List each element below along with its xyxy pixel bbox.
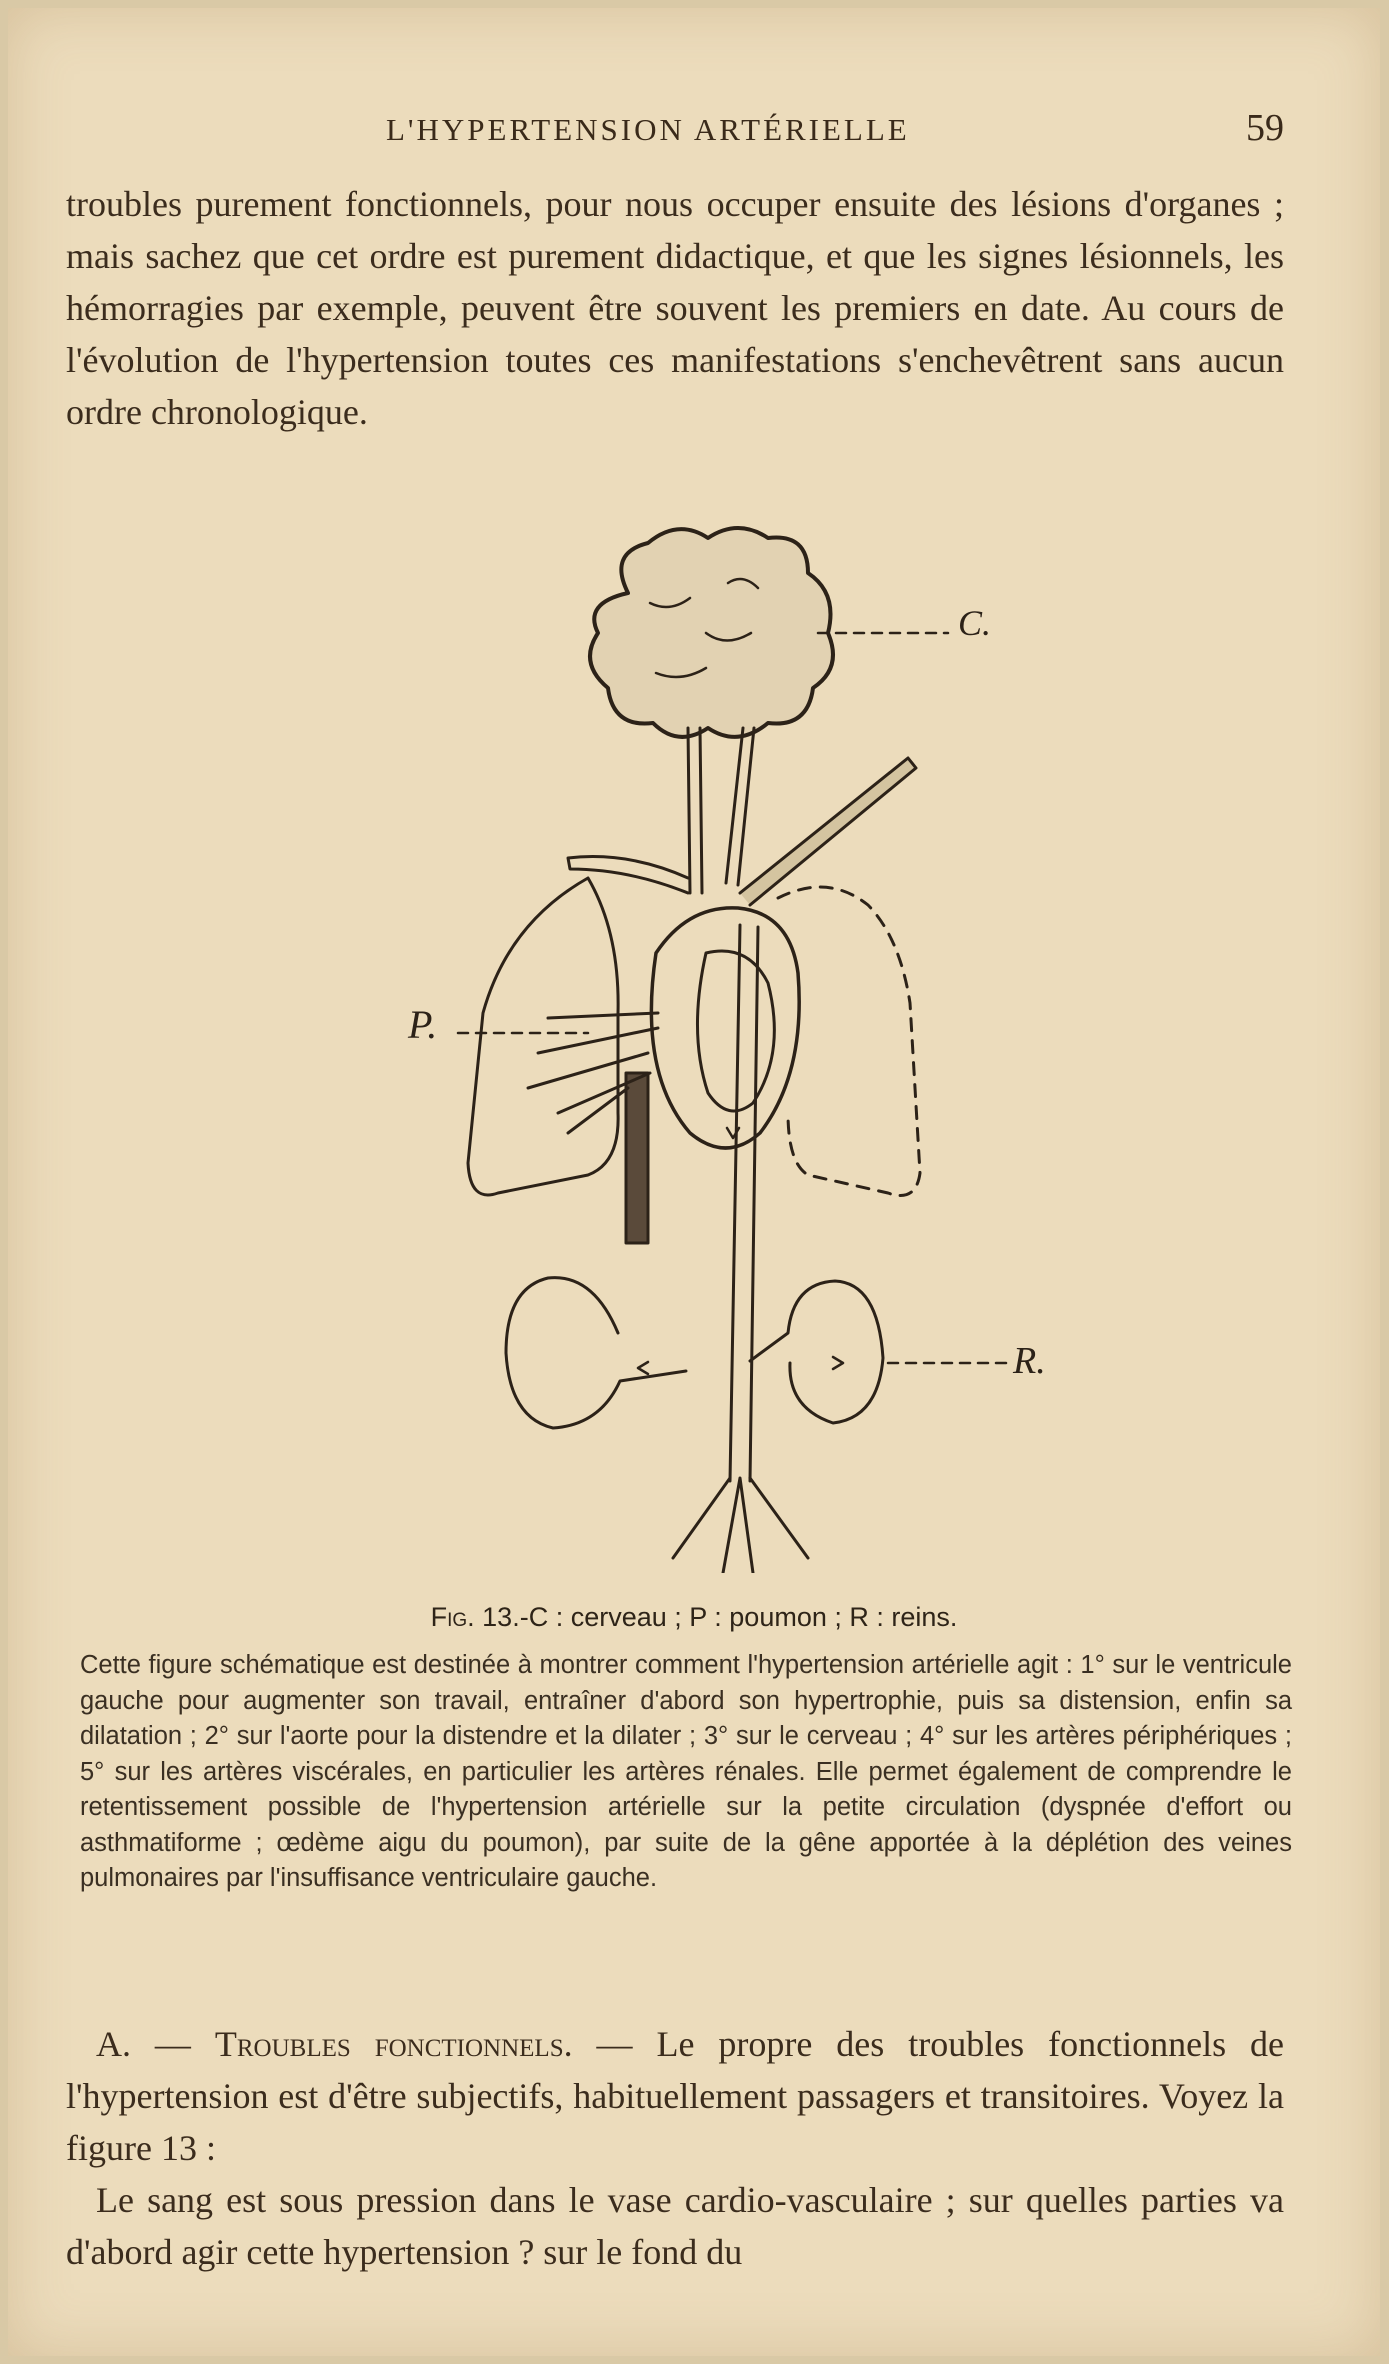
lung-right-dashed bbox=[778, 887, 920, 1195]
brain-shape bbox=[590, 528, 833, 737]
figure-caption-text: -C : cerveau ; P : poumon ; R : reins. bbox=[519, 1602, 958, 1632]
page-number: 59 bbox=[1246, 107, 1284, 149]
figure-13-diagram bbox=[388, 513, 1108, 1573]
iliac-arteries bbox=[673, 1478, 808, 1573]
figure-caption-number: Fig. 13. bbox=[430, 1602, 520, 1632]
label-c: C. bbox=[958, 603, 992, 643]
running-title: L'HYPERTENSION ARTÉRIELLE bbox=[386, 112, 910, 147]
lung-left bbox=[468, 878, 618, 1195]
heart-shape bbox=[651, 908, 799, 1148]
section-a-text: Le propre des troubles fonctionnels de l'hypertension est d'être subjectifs, habituellement passagers et transitoires. Voyez la figure 13 : bbox=[66, 2024, 1284, 2168]
book-page bbox=[8, 8, 1380, 2356]
label-p: P. bbox=[408, 1002, 438, 1047]
kidney-right bbox=[750, 1281, 883, 1423]
section-a-paragraph bbox=[66, 2018, 1284, 2174]
section-a-lead: A. — bbox=[96, 2024, 191, 2064]
section-a-dash: — bbox=[572, 2024, 633, 2064]
figure-legend: Cette figure schématique est destinée à montrer comment l'hypertension artérielle agit : 1° sur le ventricule gauche pour augmenter son travail, entraîner d'abord son hypertrophie, puis sa distension, enfin sa dilatation ; 2° sur l'aorte pour la distendre et la dilater ; 3° sur le cerveau ; 4° sur les artères périphériques ; 5° sur les artères viscérales, en particulier les artères rénales. Elle permet également de comprendre le retentissement possible de l'hypertension artérielle sur la petite circulation (dyspnée d'effort ou asthmatiforme ; œdème aigu du poumon), par suite de la gêne apportée à la déplétion des veines pulmonaires par l'insuffisance ventriculaire gauche. bbox=[80, 1651, 1292, 1892]
page-header bbox=[8, 106, 1380, 156]
figure-caption bbox=[8, 1602, 1380, 1633]
section-a bbox=[66, 2018, 1284, 2278]
vena-cava bbox=[626, 1073, 648, 1243]
aorta-descending bbox=[730, 925, 758, 1481]
cardiovascular-schematic bbox=[388, 513, 1108, 1573]
section-a-paragraph-2: Le sang est sous pression dans le vase cardio-vasculaire ; sur quelles parties va d'abord agir cette hypertension ? sur le fond du bbox=[66, 2180, 1284, 2272]
carotid-arteries bbox=[688, 728, 754, 893]
section-a-heading: Troubles fonctionnels. bbox=[214, 2024, 573, 2064]
intro-paragraph: troubles purement fonctionnels, pour nous occuper ensuite des lésions d'organes ; mais sachez que cet ordre est purement didactique, et que les signes lésionnels, les hémorragies par exemple, peuvent être souvent les premiers en date. Au cours de l'évolution de l'hypertension toutes ces manifestations s'enchevêtrent sans aucun ordre chronologique. bbox=[66, 184, 1284, 432]
label-r: R. bbox=[1013, 1340, 1046, 1382]
subclavian-artery bbox=[568, 857, 688, 893]
kidney-left bbox=[506, 1278, 686, 1428]
